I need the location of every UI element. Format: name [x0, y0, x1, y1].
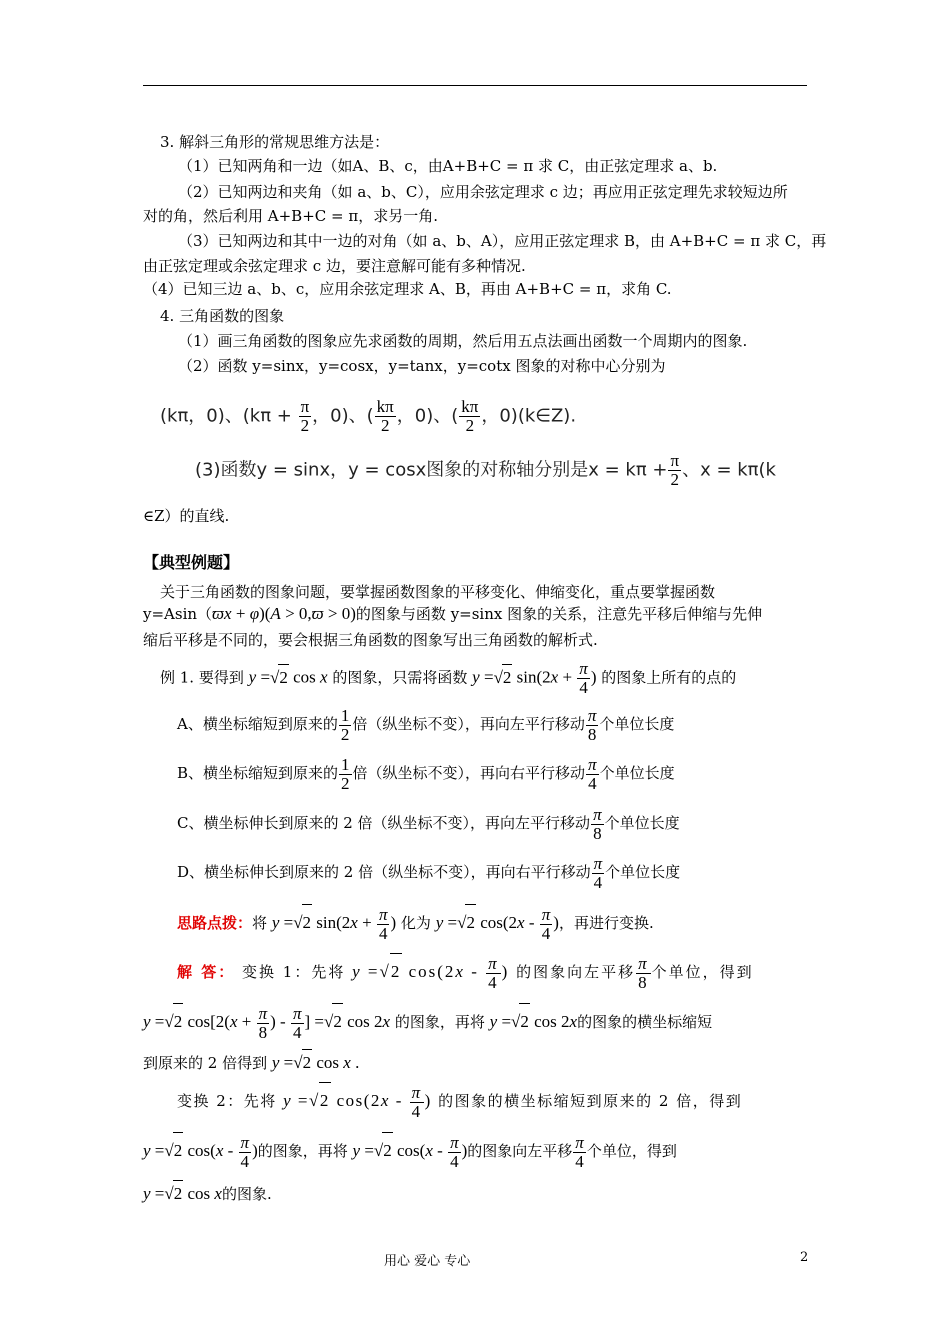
- symmetry-axis-formula: (3)函数y = sinx，y = cosx图象的对称轴分别是x = kπ + $\frac{\pi}{2}$ 、x = kπ(k: [195, 451, 776, 489]
- intro-line-1: 关于三角函数的图象问题，要掌握函数图象的平移变化、伸缩变化，重点要掌握函数: [160, 583, 716, 601]
- section-3-item-2a: （2）已知两边和夹角（如 a、b、C），应用余弦定理求 c 边；再应用正弦定理先求较短边所: [178, 183, 788, 201]
- section-3-item-3a: （3）已知两边和其中一边的对角（如 a、b、A），应用正弦定理求 B，由 A+B+C = π 求 C，再: [178, 232, 827, 250]
- example-1-question: 例 1. 要得到 y =√2 cos x 的图象，只需将函数 y =√2 sin(2x + $\frac{\pi}{4}$ ) 的图象上所有的点的: [160, 659, 737, 697]
- header-rule: [143, 85, 807, 86]
- answer-transform-2-line-2: y =√2 cos(x - $\frac{\pi}{4}$ )的图象，再将 y =√2 cos(x - $\frac{\pi}{4}$ )的图象向左平移 $\frac{\pi}{4}$ 个单位，得到: [143, 1132, 677, 1171]
- answer-transform-2: 变换 2：先将 y =√2 cos(2x - $\frac{\pi}{4}$ ) 的图象的横坐标缩短到原来的 2 倍，得到: [177, 1082, 743, 1121]
- document-page: 3. 解斜三角形的常规思维方法是： （1）已知两角和一边（如A、B、c，由A+B+C = π 求 C，由正弦定理求 a、b. （2）已知两边和夹角（如 a、b、C），应用余弦定理求 c 边；再应用正弦定理先求较短边所 对的角，然后利用 A+B+C = π，求另一角. （3）已知两边和其中一边的对角（如 a、b、A），应用正弦定理求 B，由 A+B+C = π 求 C，再 由正弦定理或余弦定理求 c 边，要注意解可能有多种情况. （4）已知三边 a、b、c，应用余弦定理求 A、B，再由 A+B+C = π，求角 C. 4. 三角函数的图象 （1）画三角函数的图象应先求函数的周期，然后用五点法画出函数一个周期内的图象. （2）函数 y=sinx，y=cosx，y=tanx，y=cotx 图象的对称中心分别为 (kπ，0)、(kπ + $\frac{\pi}{2}$ ，0)、( $\frac{k\pi}{2}$ ，0)、( $\frac{k\pi}{2}$ ，0)(k∈Z). (3)函数y = sinx，y = cosx图象的对称轴分别是x = kπ + $\frac{\pi}{2}$ 、x = kπ(k ∈Z）的直线. 【典型例题】 关于三角函数的图象问题，要掌握函数图象的平移变化、伸缩变化，重点要掌握函数 y=Asin（ϖx + φ)(A > 0,ϖ > 0)的图象与函数 y=sinx 图象的关系，注意先平移后伸缩与先伸 缩后平移是不同的，要会根据三角函数的图象写出三角函数的解析式. 例 1. 要得到 y =√2 cos x 的图象，只需将函数 y =√2 sin(2x + $\frac{\pi}{4}$ ) 的图象上所有的点的 A、横坐标缩短到原来的 $\frac{1}{2}$ 倍（纵坐标不变），再向左平行移动 $\frac{\pi}{8}$ 个单位长度 B、横坐标缩短到原来的 $\frac{1}{2}$ 倍（纵坐标不变），再向右平行移动 $\frac{\pi}{4}$ 个单位长度 C、横坐标伸长到原来的 2 倍（纵坐标不变），再向左平行移动 $\frac{\pi}{8}$ 个单位长度 D、横坐标伸长到原来的 2 倍（纵坐标不变），再向右平行移动 $\frac{\pi}{4}$ 个单位长度 思路点拨：将 y =√2 sin(2x + $\frac{\pi}{4}$ ) 化为 y =√2 cos(2x - $\frac{\pi}{4}$ )，再进行变换. 解 答： 变换 1：先将 y =√2 cos(2x - $\frac{\pi}{4}$ ) 的图象向左平移 $\frac{\pi}{8}$ 个单位，得到 y =√2 cos[2(x + $\frac{\pi}{8}$ ) - $\frac{\pi}{4}$ ] =√2 cos 2x 的图象，再将 y =√2 cos 2x的图象的横坐标缩短 到原来的 2 倍得到 y =√2 cos x . 变换 2：先将 y =√2 cos(2x - $\frac{\pi}{4}$ ) 的图象的横坐标缩短到原来的 2 倍，得到 y =√2 cos(x - $\frac{\pi}{4}$ )的图象，再将 y =√2 cos(x - $\frac{\pi}{4}$ )的图象向左平移 $\frac{\pi}{4}$ 个单位，得到 y =√2 cos x的图象. 用心 爱心 专心 2: [0, 0, 950, 1344]
- answer-transform-1: 解 答： 变换 1：先将 y =√2 cos(2x - $\frac{\pi}{4}$ ) 的图象向左平移 $\frac{\pi}{8}$ 个单位，得到: [177, 953, 754, 992]
- section-4-item-2: （2）函数 y=sinx，y=cosx，y=tanx，y=cotx 图象的对称中心分别为: [178, 357, 666, 375]
- option-d: D、横坐标伸长到原来的 2 倍（纵坐标不变），再向右平行移动 $\frac{\pi}{4}$ 个单位长度: [177, 853, 681, 892]
- hint-line: 思路点拨：将 y =√2 sin(2x + $\frac{\pi}{4}$ ) 化为 y =√2 cos(2x - $\frac{\pi}{4}$ )，再进行变换.: [177, 904, 654, 943]
- answer-transform-1-line-3: 到原来的 2 倍得到 y =√2 cos x .: [143, 1049, 807, 1076]
- section-3-item-2b: 对的角，然后利用 A+B+C = π，求另一角.: [143, 207, 438, 225]
- option-b: B、横坐标缩短到原来的 $\frac{1}{2}$ 倍（纵坐标不变），再向右平行移动 $\frac{\pi}{4}$ 个单位长度: [177, 754, 675, 793]
- section-3-title: 3. 解斜三角形的常规思维方法是：: [160, 133, 390, 151]
- option-c: C、横坐标伸长到原来的 2 倍（纵坐标不变），再向左平行移动 $\frac{\pi}{8}$ 个单位长度: [177, 804, 680, 843]
- answer-transform-1-line-2: y =√2 cos[2(x + $\frac{\pi}{8}$ ) - $\frac{\pi}{4}$ ] =√2 cos 2x 的图象，再将 y =√2 cos 2x的图象的横坐标缩短: [143, 1003, 713, 1042]
- answer-transform-2-line-3: y =√2 cos x的图象.: [143, 1180, 807, 1207]
- section-4-item-1: （1）画三角函数的图象应先求函数的周期，然后用五点法画出函数一个周期内的图象.: [178, 332, 748, 350]
- symmetry-axis-tail: ∈Z）的直线.: [143, 507, 230, 525]
- section-3-item-4: （4）已知三边 a、b、c，应用余弦定理求 A、B，再由 A+B+C = π，求角 C.: [143, 280, 672, 298]
- symmetry-centers-formula: (kπ，0)、(kπ + $\frac{\pi}{2}$ ，0)、( $\frac{k\pi}{2}$ ，0)、( $\frac{k\pi}{2}$ ，0)(k∈Z).: [160, 397, 577, 435]
- option-a: A、横坐标缩短到原来的 $\frac{1}{2}$ 倍（纵坐标不变），再向左平行移动 $\frac{\pi}{8}$ 个单位长度: [177, 705, 675, 744]
- section-3-item-1: （1）已知两角和一边（如A、B、c，由A+B+C = π 求 C，由正弦定理求 a、b.: [178, 157, 718, 175]
- intro-line-2: y=Asin（ϖx + φ)(A > 0,ϖ > 0)的图象与函数 y=sinx 图象的关系，注意先平移后伸缩与先伸: [143, 604, 763, 623]
- section-4-title: 4. 三角函数的图象: [160, 307, 285, 325]
- intro-line-3: 缩后平移是不同的，要会根据三角函数的图象写出三角函数的解析式.: [143, 631, 598, 649]
- page-number: 2: [800, 1250, 809, 1265]
- section-3-item-3b: 由正弦定理或余弦定理求 c 边，要注意解可能有多种情况.: [143, 257, 526, 275]
- section-title-examples: 【典型例题】: [143, 553, 240, 572]
